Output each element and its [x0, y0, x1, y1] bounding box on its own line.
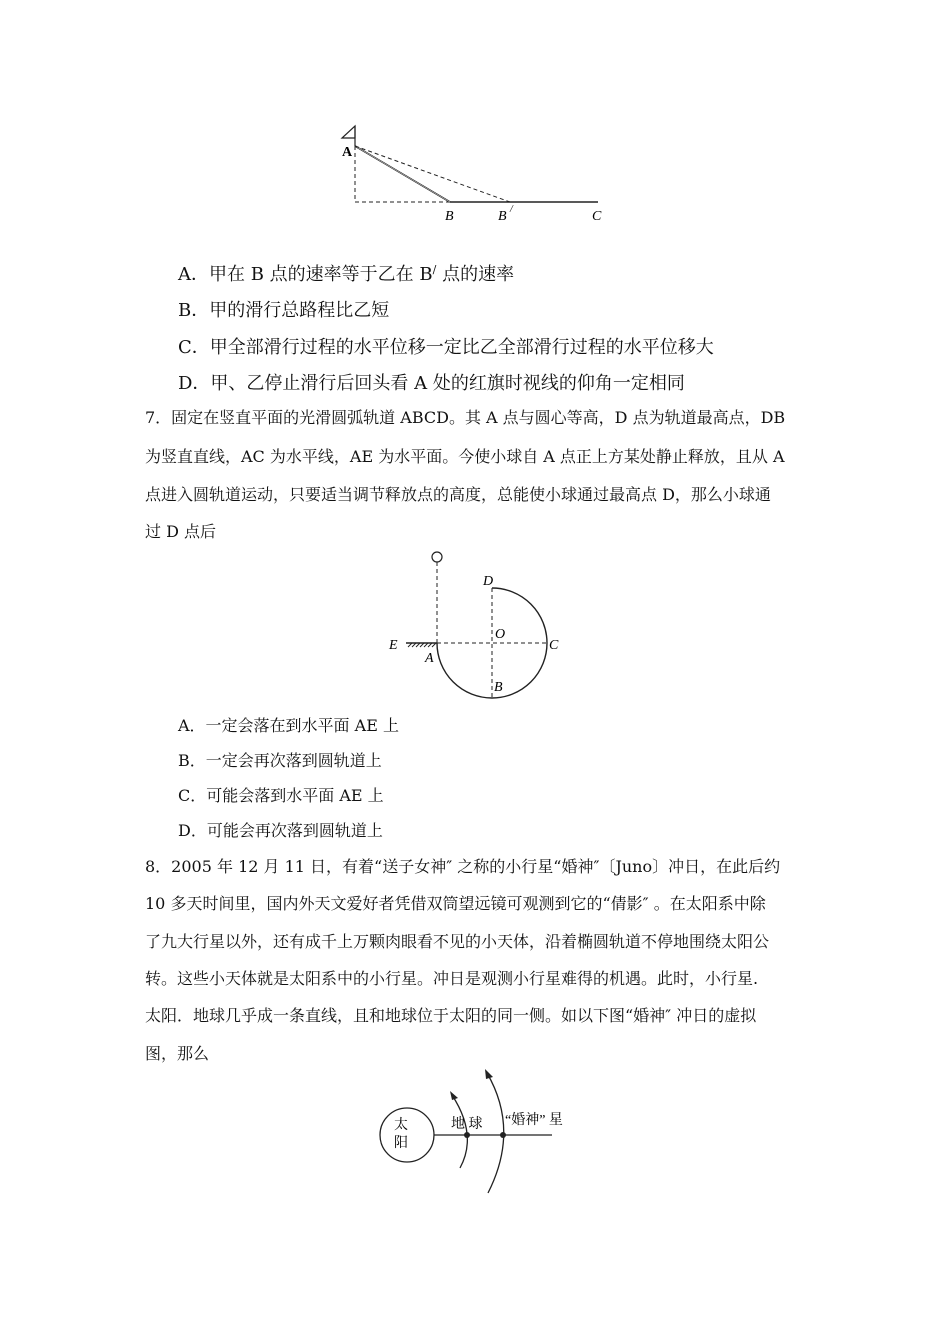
label-c: C: [549, 638, 559, 653]
juno-dot: [500, 1132, 506, 1138]
label-c: C: [592, 209, 602, 224]
opposition-figure: [370, 1065, 600, 1200]
sun-circle: [380, 1108, 434, 1162]
q6-option-a-tail: 点的速率: [442, 264, 515, 285]
label-a: A: [342, 145, 353, 160]
circular-track-figure: [380, 545, 570, 705]
label-b-prime-mark: /: [510, 204, 513, 215]
q7-line-4: 过 D 点后: [145, 522, 217, 541]
sun-label-1: 太: [394, 1118, 408, 1133]
label-d: D: [483, 574, 494, 589]
label-b-prime: B: [498, 209, 507, 224]
q6-option-b: B．甲的滑行总路程比乙短: [178, 300, 390, 321]
q8-line-2: 10 多天时间里，国内外天文爱好者凭借双筒望远镜可观测到它的“倩影″ 。在太阳系中除: [145, 894, 766, 913]
q6-option-c: C．甲全部滑行过程的水平位移一定比乙全部滑行过程的水平位移大: [178, 337, 714, 358]
release-ball: [432, 552, 442, 562]
q6-option-a-prime: /: [432, 263, 437, 276]
juno-label: “婚神” 星: [505, 1113, 563, 1128]
q7-line-1: 7．固定在竖直平面的光滑圆弧轨道 ABCD。其 A 点与圆心等高，D 点为轨道最高点，DB: [145, 408, 786, 427]
slope-abp-dashed: [355, 146, 510, 202]
q7-option-d: D．可能会再次落到圆轨道上: [178, 821, 383, 840]
q6-option-a: [178, 260, 514, 286]
label-e: E: [389, 638, 398, 653]
earth-dot: [464, 1132, 470, 1138]
q7-line-2: 为竖直直线，AC 为水平线，AE 为水平面。今使小球自 A 点正上方某处静止释放，且从 A: [145, 447, 785, 466]
q7-line-3: 点进入圆轨道运动，只要适当调节释放点的高度，总能使小球通过最高点 D，那么小球通: [145, 485, 771, 504]
q6-option-a-text: A．甲在 B 点的速率等于乙在 B: [178, 264, 433, 285]
flag-icon: [342, 126, 355, 138]
q8-line-4: 转。这些小天体就是太阳系中的小行星。冲日是观测小行星难得的机遇。此时，小行星.: [145, 969, 759, 988]
earth-orbit-arrow: [450, 1091, 458, 1100]
earth-label: 地 球: [451, 1117, 483, 1132]
slope-ab-inner: [355, 146, 450, 202]
label-a: A: [425, 651, 434, 666]
sun-label-2: 阳: [394, 1136, 408, 1151]
juno-orbit-arrow: [485, 1069, 493, 1079]
label-b: B: [445, 209, 454, 224]
q6-option-d: D．甲、乙停止滑行后回头看 A 处的红旗时视线的仰角一定相同: [178, 373, 685, 394]
q8-line-1: 8．2005 年 12 月 11 日，有着“送子女神″ 之称的小行星“婚神″〔Juno〕冲日，在此后约: [145, 857, 781, 876]
q7-option-c: C．可能会落到水平面 AE 上: [178, 786, 384, 805]
label-o: O: [495, 627, 506, 642]
q7-option-a: A．一定会落在到水平面 AE 上: [178, 716, 399, 735]
q7-option-b: B．一定会再次落到圆轨道上: [178, 751, 382, 770]
q8-line-5: 太阳．地球几乎成一条直线，且和地球位于太阳的同一侧。如以下图“婚神″ 冲日的虚拟: [145, 1006, 757, 1025]
slope-figure: [330, 120, 620, 230]
q8-line-6: 图，那么: [145, 1044, 210, 1063]
label-b: B: [494, 680, 503, 695]
q8-line-3: 了九大行星以外，还有成千上万颗肉眼看不见的小天体，沿着椭圆轨道不停地围绕太阳公: [145, 932, 770, 951]
